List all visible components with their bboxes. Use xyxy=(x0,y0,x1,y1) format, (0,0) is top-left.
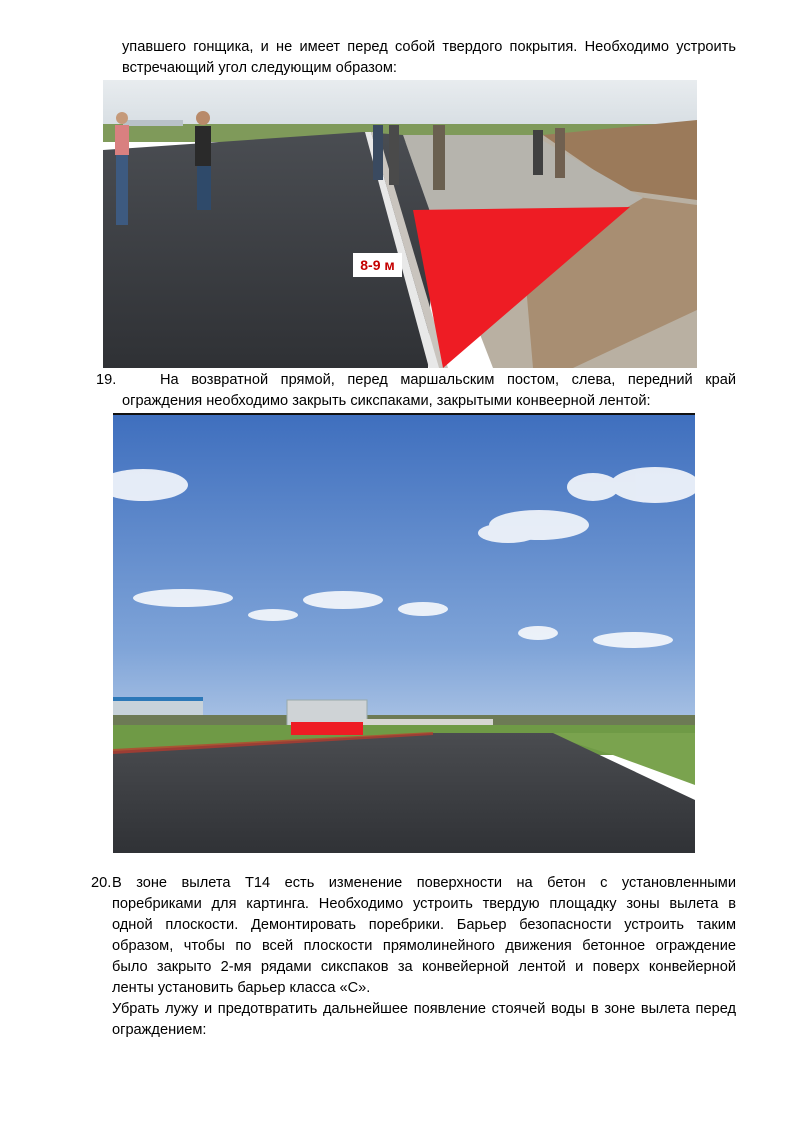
item-19-line-1: На возвратной прямой, перед маршальским постом, слева, передний край xyxy=(160,372,736,388)
item-19-number: 19. xyxy=(96,372,117,388)
item-20-line-4: образом, чтобы по всей плоскости прямолинейного движения бетонное ограждение xyxy=(112,938,736,954)
intro-line-2: встречающий угол следующим образом: xyxy=(122,60,397,76)
item-20-line-6: ленты установить барьер класса «С». xyxy=(112,980,371,996)
item-20-line-5: было закрыто 2-мя рядами сикспаков за конвейерной лентой и поверх конвейерной xyxy=(112,959,736,975)
intro-line-1: упавшего гонщика, и не имеет перед собой твердого покрытия. Необходимо устроить xyxy=(122,39,736,55)
item-20-line-1: В зоне вылета Т14 есть изменение поверхности на бетон с установленными xyxy=(112,875,736,891)
item-19-line2-wrap xyxy=(122,391,736,412)
red-barrier-marker xyxy=(291,722,363,735)
item-20-line-7: Убрать лужу и предотвратить дальнейшее появление стоячей воды в зоне вылета перед xyxy=(112,1001,736,1017)
item-20-line-2: поребриками для картинга. Необходимо устроить твердую площадку зоны вылета в xyxy=(112,896,736,912)
item-19-line-2: ограждения необходимо закрыть сикспаками, закрытыми конвеерной лентой: xyxy=(122,393,651,409)
intro-paragraph xyxy=(122,37,736,79)
item-20-line-3: одной плоскости. Демонтировать поребрики. Барьер безопасности устроить таким xyxy=(112,917,736,933)
item-20-paragraph xyxy=(112,873,736,1041)
track-corner-photo xyxy=(103,80,697,368)
item-20-number: 20. xyxy=(91,875,112,891)
distance-label: 8-9 м xyxy=(360,257,395,273)
item-20-line-8: ограждением: xyxy=(112,1022,207,1038)
return-straight-photo xyxy=(113,413,695,853)
item-19-line1-wrap xyxy=(160,370,736,391)
